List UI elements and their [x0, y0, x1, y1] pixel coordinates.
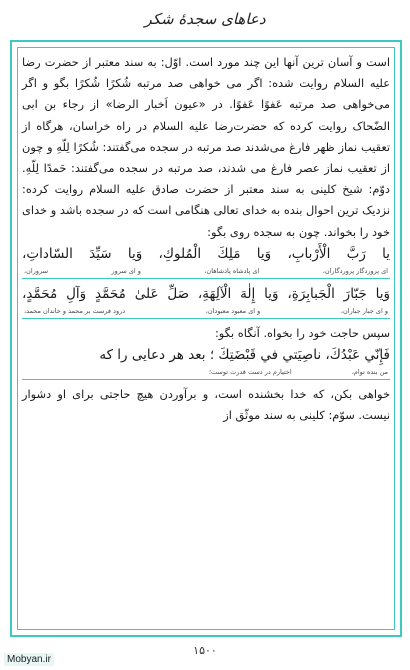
- translation-segment: و ای جبار جباران،: [340, 306, 388, 315]
- translation-segment: ای پادشاه پادشاهان،: [204, 266, 260, 275]
- dua-line-3: فَإِنّي عَبْدُكَ، ناصِيَتي في قَبْضَتِكَ ؛ بعد هر دعایی را که: [99, 347, 390, 364]
- dua-line-1-translation: [22, 266, 390, 279]
- translation-segment: و ای سرور: [111, 266, 141, 275]
- translation-segment: اختیارم در دست قدرت توست؛: [208, 368, 292, 377]
- translation-segment: درود فرست بر محمد و خاندان محمد،: [24, 306, 126, 315]
- translation-segment: ای پروردگار پروردگاران،: [322, 266, 388, 275]
- page-content: [22, 52, 390, 426]
- body-paragraph-2: سپس حاجت خود را بخواه. آنگاه بگو:: [214, 325, 390, 340]
- dua-line-1: يا رَبَّ الْأَرْبابِ، وَيا مَلِكَ الْمُلوكِ، وَيا سَيِّدَ السّاداتِ،: [22, 245, 390, 262]
- dua-line-2-translation: [22, 306, 390, 319]
- body-paragraph-3: خواهی بکن، که خدا بخشنده است، و برآوردن هیچ حاجتی برای او دشوار نیست. سوّم: کلینی به سند موثّق از: [22, 387, 390, 423]
- page-header-title: دعاهای سجدهٔ شکر: [144, 10, 266, 28]
- dua-line-3-translation: [22, 367, 390, 380]
- site-watermark: Mobyan.ir: [4, 653, 54, 666]
- page-number: ۱۵۰۰: [193, 644, 217, 657]
- dua-line-2: وَيا جَبّارَ الْجَبابِرَةِ، وَيا إِلٰهَ الْآلِهَةِ، صَلِّ عَلىٰ مُحَمَّدٍ وَآلِ مُحَمَّدٍ،: [22, 285, 390, 302]
- body-paragraph-1: است و آسان ترین آنها این چند مورد است. اوّل: به سند معتبر از حضرت رضا علیه السلام روایت شده: اگر می خواهی صد مرتبه شُکرًا شُکرًا بگو و اگر می‌خواهی صد مرتبه عَفوًا عَفوًا. در «عیون اَخبار الرضا» از رجاء بن ابی الضّحاک روایت کرده که حضرت‌رضا علیه السلام در راه خراسان، هرگاه از تعقیب نماز ظهر فارغ می‌شدند صد مرتبه در سجده می‌گفتند: شُکرًا لِلّهِ و چون از تعقیب نماز عصر فارغ می شدند، صد مرتبه در سجده می‌گفتند: حَمدًا لِلّهِ. دوّم: شیخ کلینی به سند معتبر از حضرت صادق علیه السلام روایت کرده: نزدیک ترین احوال بنده به خدای تعالی هنگامی است که در سجده باشد و خدای خود را بخواند. چون به سجده روی بگو:: [22, 55, 390, 239]
- translation-segment: من بنده توام،: [351, 368, 388, 377]
- translation-segment: سروران،: [24, 266, 49, 275]
- translation-segment: و ای معبود معبودان،: [205, 306, 261, 315]
